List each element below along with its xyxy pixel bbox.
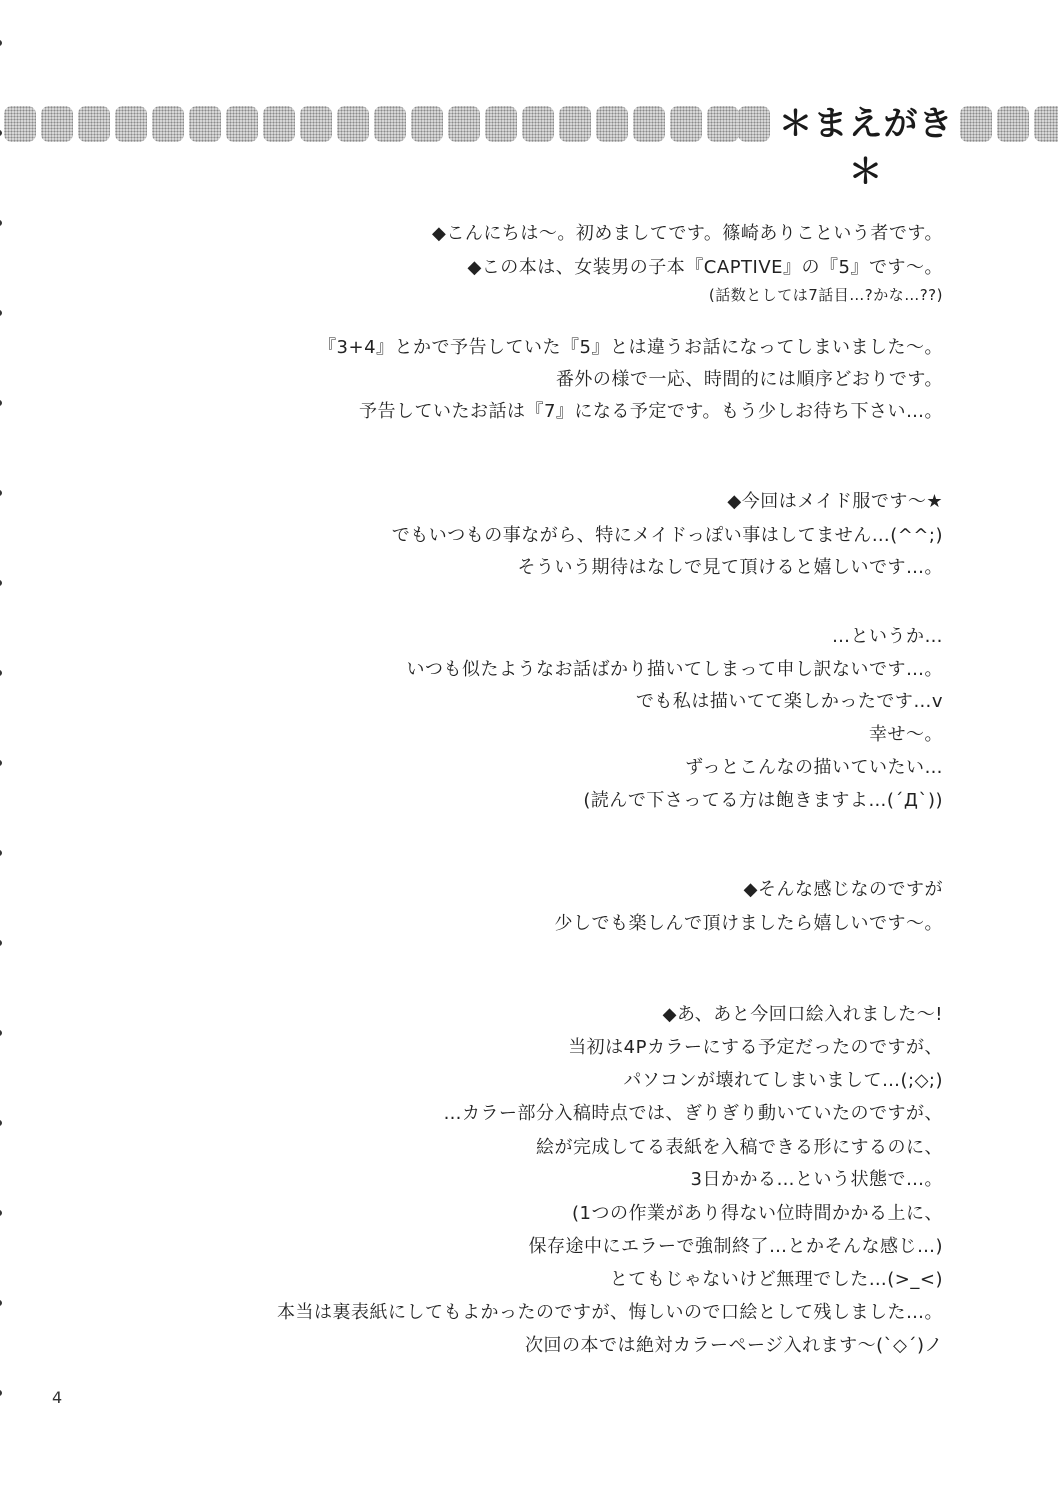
dotted-tile (374, 106, 406, 142)
text-line: 当初は4Pカラーにする予定だったのですが、 (568, 1037, 943, 1058)
text-line: 幸せ～。 (869, 724, 943, 745)
text-line: …カラー部分入稿時点では、ぎりぎり動いていたのですが、 (443, 1103, 943, 1124)
binding-hole (0, 400, 2, 406)
text-line: (読んで下さってる方は飽きますよ…(´Д`)) (583, 790, 943, 811)
dotted-tile (4, 106, 36, 142)
dotted-tile (633, 106, 665, 142)
binding-hole (0, 1030, 2, 1036)
dotted-tile (596, 106, 628, 142)
binding-hole (0, 40, 2, 46)
binding-hole (0, 580, 2, 586)
text-line: ◆こんにちは～。初めましてです。篠崎ありこという者です。 (432, 223, 943, 244)
text-line: でもいつもの事ながら、特にメイドっぽい事はしてません…(^^;) (391, 525, 943, 546)
dotted-tile (707, 106, 739, 142)
text-line: パソコンが壊れてしまいまして…(;◇;) (623, 1070, 943, 1091)
text-line: でも私は描いてて楽しかったです…v (635, 691, 943, 712)
text-line: (話数としては7話目…?かな…??) (708, 286, 943, 304)
text-line: 次回の本では絶対カラーページ入れます～(`◇´)ノ (524, 1335, 943, 1356)
text-line: …というか… (832, 626, 943, 647)
text-line: 少しでも楽しんで頂けましたら嬉しいです～。 (554, 913, 943, 934)
binding-hole (0, 220, 2, 226)
dotted-tile (448, 106, 480, 142)
header-band (0, 100, 1058, 192)
dotted-tile (485, 106, 517, 142)
text-line: 番外の様で一応、時間的には順序どおりです。 (555, 369, 943, 390)
text-line: そういう期待はなしで見て頂けると嬉しいです…。 (517, 557, 943, 578)
binding-hole (0, 1300, 2, 1306)
text-line: ずっとこんなの描いていたい… (685, 757, 943, 778)
dotted-tile (997, 106, 1029, 142)
text-line: とてもじゃないけど無理でした…(>_<) (609, 1269, 943, 1290)
text-line: 保存途中にエラーで強制終了…とかそんな感じ…) (528, 1236, 943, 1257)
binding-hole (0, 310, 2, 316)
page-title: ＊まえがき＊ (778, 104, 954, 192)
text-line: 予告していたお話は『7』になる予定です。もう少しお待ち下さい…。 (358, 401, 943, 422)
dotted-tile (115, 106, 147, 142)
dotted-tile (263, 106, 295, 142)
dotted-tile (189, 106, 221, 142)
page-number: 4 (52, 1388, 63, 1407)
text-line: いつも似たようなお話ばかり描いてしまって申し訳ないです…。 (406, 659, 943, 680)
binding-hole (0, 850, 2, 856)
text-line: 『3+4』とかで予告していた『5』とは違うお話になってしまいました～。 (318, 337, 943, 358)
dotted-tile (1034, 106, 1058, 142)
binding-hole (0, 670, 2, 676)
binding-hole (0, 760, 2, 766)
binding-hole (0, 1120, 2, 1126)
text-line: 絵が完成してる表紙を入稿できる形にするのに、 (536, 1137, 943, 1158)
binding-hole (0, 490, 2, 496)
text-line: ◆この本は、女装男の子本『CAPTIVE』の『5』です～。 (467, 257, 943, 278)
text-line: 本当は裏表紙にしてもよかったのですが、悔しいので口絵として残しました…。 (277, 1302, 943, 1323)
text-line: ◆今回はメイド服です～★ (727, 491, 943, 512)
dotted-tile (226, 106, 258, 142)
dotted-tile (337, 106, 369, 142)
dotted-tile (670, 106, 702, 142)
binding-holes (0, 40, 6, 1480)
binding-hole (0, 1210, 2, 1216)
dotted-tile (78, 106, 110, 142)
text-line: ◆あ、あと今回口絵入れました～! (662, 1004, 943, 1025)
dotted-tile (41, 106, 73, 142)
text-line: ◆そんな感じなのですが (743, 879, 943, 900)
dotted-tile (411, 106, 443, 142)
dotted-tile (559, 106, 591, 142)
dotted-tile (300, 106, 332, 142)
dotted-tile (738, 106, 770, 142)
text-line: (1つの作業があり得ない位時間かかる上に、 (572, 1203, 943, 1224)
binding-hole (0, 940, 2, 946)
binding-hole (0, 1390, 2, 1396)
dotted-tile (152, 106, 184, 142)
dotted-tile (522, 106, 554, 142)
dotted-tile (960, 106, 992, 142)
text-line: 3日かかる…という状態で…。 (690, 1169, 943, 1190)
